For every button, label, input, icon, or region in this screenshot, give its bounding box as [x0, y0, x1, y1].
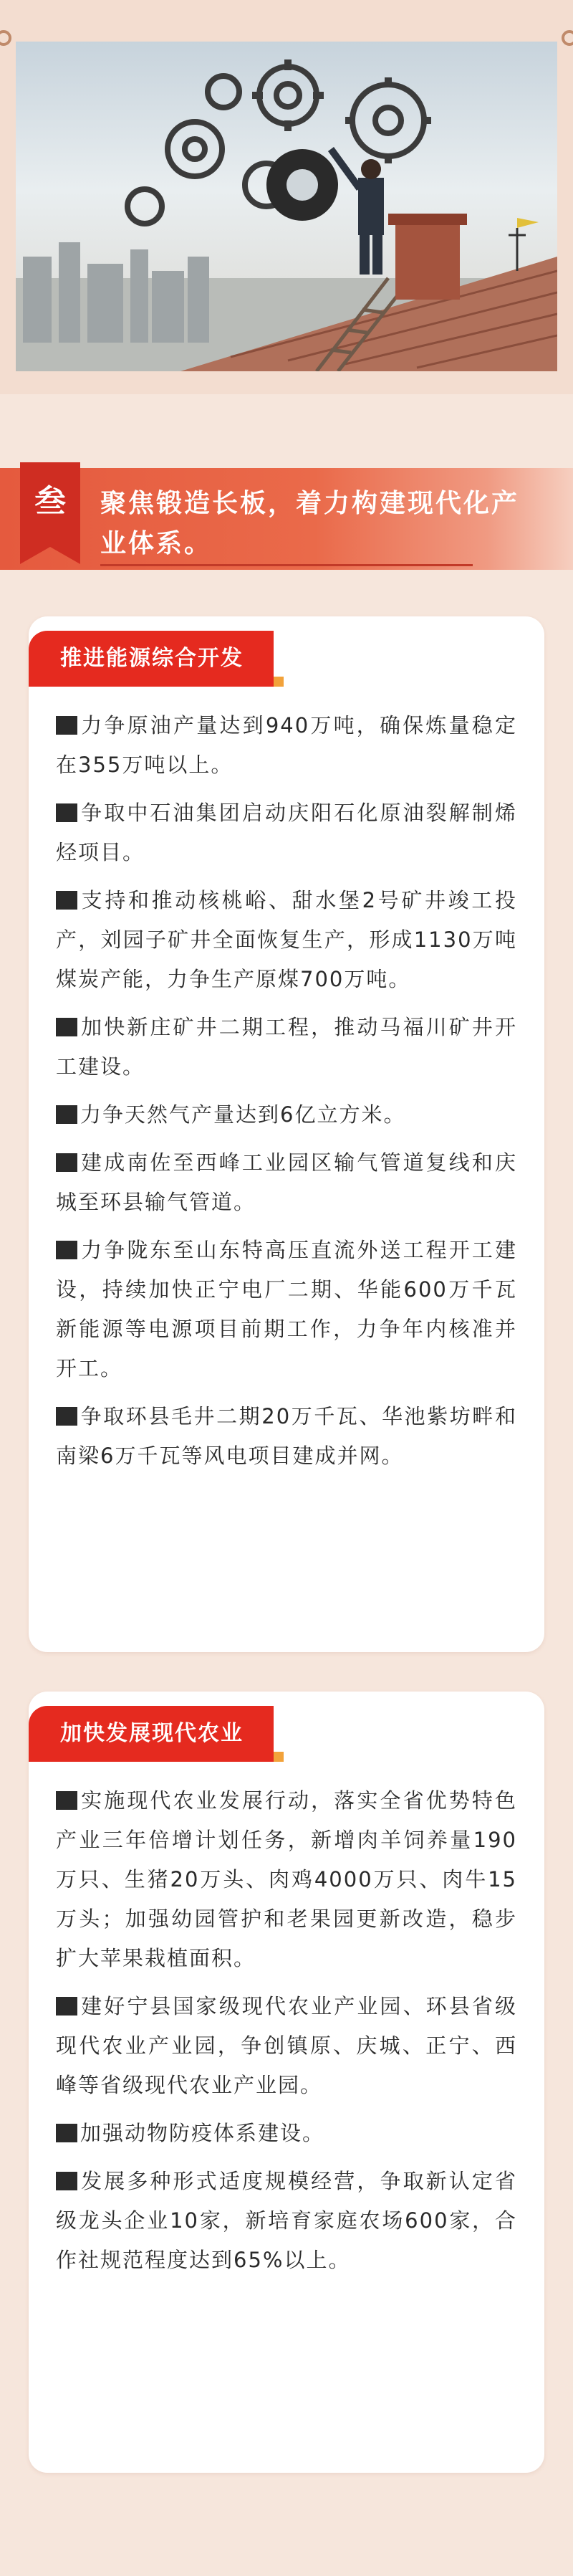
square-bullet-icon [56, 1105, 77, 1124]
list-item: 支持和推动核桃峪、甜水堡2号矿井竣工投产，刘园子矿井全面恢复生产，形成1130万吨煤炭产能，力争生产原煤700万吨。 [56, 888, 517, 991]
list-item: 发展多种形式适度规模经营，争取新认定省级龙头企业10家，新培育家庭农场600家，合作社规范程度达到65%以上。 [56, 2169, 517, 2272]
square-bullet-icon [56, 2172, 77, 2190]
square-bullet-icon [56, 1791, 77, 1810]
hero-illustration [16, 42, 557, 371]
list-item: 力争陇东至山东特高压直流外送工程开工建设，持续加快正宁电厂二期、华能600万千瓦新能源等电源项目前期工作，力争年内核准并开工。 [56, 1238, 517, 1380]
hero-image [16, 42, 557, 371]
banner-title: 聚焦锻造长板，着力构建现代化产业体系。 [100, 489, 520, 558]
square-bullet-icon [56, 2124, 77, 2142]
square-bullet-icon [56, 1153, 77, 1172]
item-list [56, 1781, 517, 2289]
banner-underline [100, 564, 473, 566]
item-list [56, 706, 517, 1484]
list-item: 争取环县毛井二期20万千瓦、华池紫坊畔和南梁6万千瓦等风电项目建成并网。 [56, 1404, 517, 1468]
list-item: 加快新庄矿井二期工程，推动马福川矿井开工建设。 [56, 1015, 517, 1079]
list-item: 建成南佐至西峰工业园区输气管道复线和庆城至环县输气管道。 [56, 1150, 517, 1214]
square-bullet-icon [56, 1018, 77, 1036]
list-item: 力争天然气产量达到6亿立方米。 [56, 1095, 517, 1135]
list-item: 实施现代农业发展行动，落实全省优势特色产业三年倍增计划任务，新增肉羊饲养量190万只、生猪20万头、肉鸡4000万只、肉牛15万头；加强幼园管护和老果园更新改造，稳步扩大苹果栽植面积。 [56, 1788, 517, 1970]
square-bullet-icon [56, 891, 77, 910]
hero-frame [0, 0, 573, 394]
list-item: 力争原油产量达到940万吨，确保炼量稳定在355万吨以上。 [56, 713, 517, 777]
square-bullet-icon [56, 1407, 77, 1426]
list-item: 争取中石油集团启动庆阳石化原油裂解制烯烃项目。 [56, 801, 517, 864]
section-card-agriculture [29, 1692, 544, 2473]
list-item: 建好宁县国家级现代农业产业园、环县省级现代农业产业园，争创镇原、庆城、正宁、西峰等省级现代农业产业园。 [56, 1994, 517, 2097]
banner-number: 叁 [34, 483, 66, 520]
square-bullet-icon [56, 1997, 77, 2016]
section-tag: 加快发展现代农业 [29, 1706, 274, 1762]
square-bullet-icon [56, 716, 77, 735]
square-bullet-icon [56, 803, 77, 822]
section-banner [0, 462, 573, 570]
section-tag: 推进能源综合开发 [29, 631, 274, 687]
section-card-energy [29, 616, 544, 1652]
square-bullet-icon [56, 1241, 77, 1259]
list-item: 加强动物防疫体系建设。 [56, 2114, 517, 2153]
